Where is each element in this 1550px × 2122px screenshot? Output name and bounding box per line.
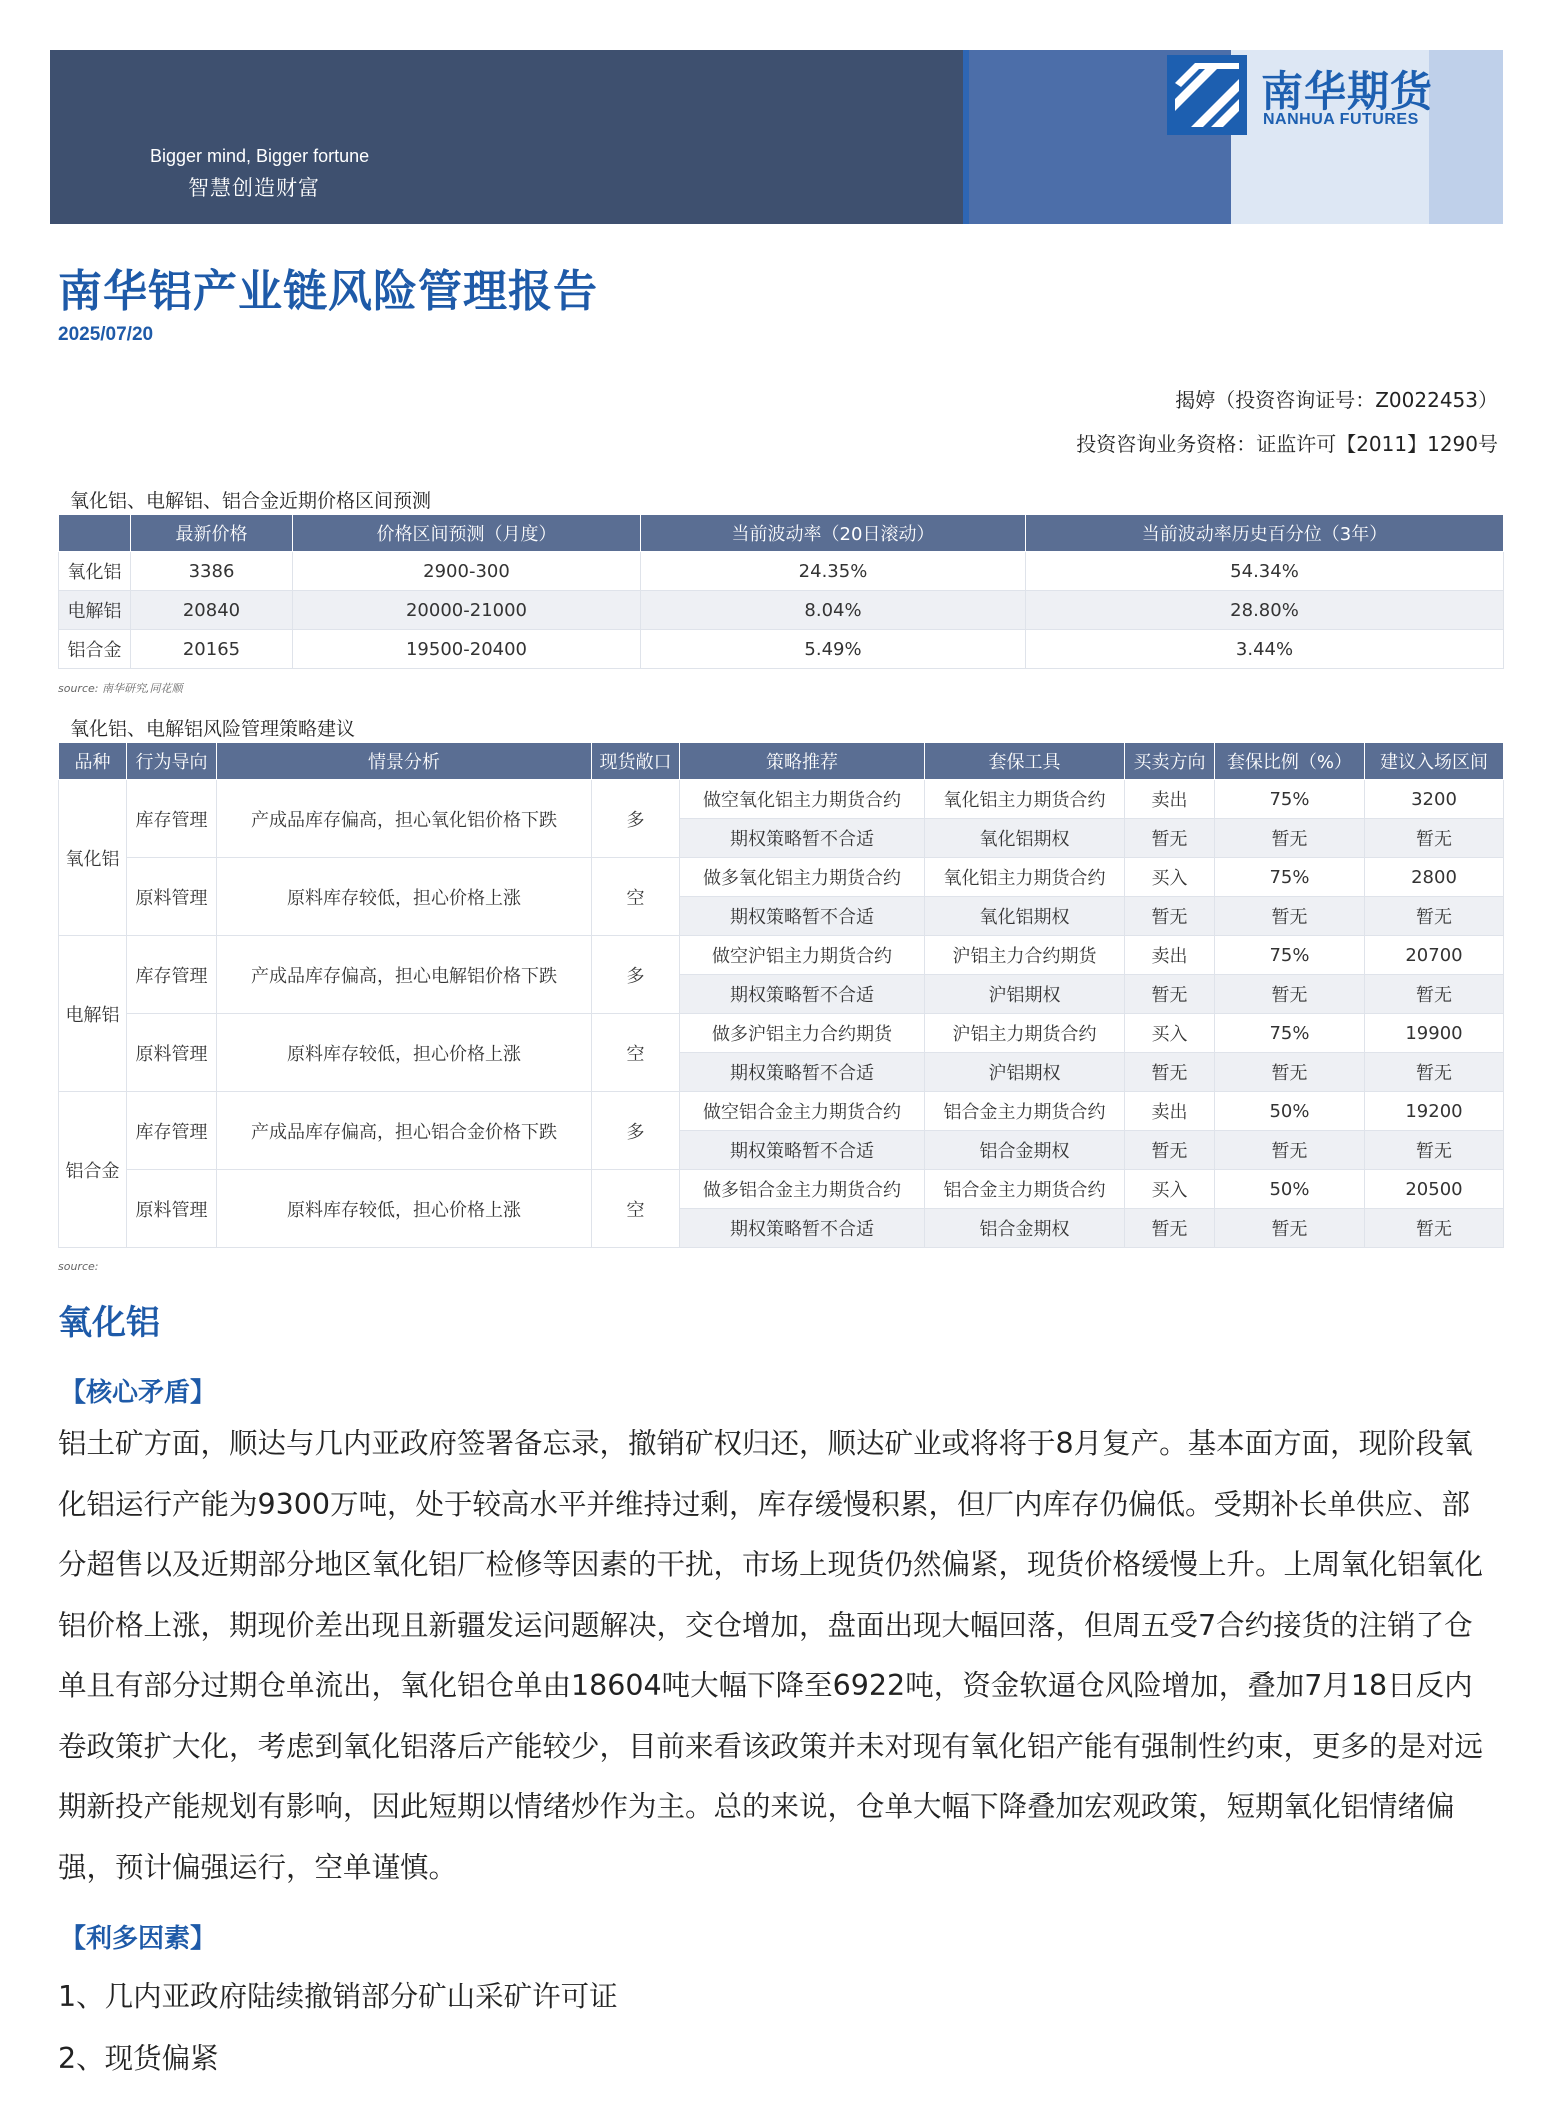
logo-text-chinese: 南华期货 xyxy=(1261,67,1434,116)
table-cell: 暂无 xyxy=(1125,975,1215,1014)
column-header: 品种 xyxy=(59,743,127,780)
table-cell: 暂无 xyxy=(1215,1131,1365,1170)
table-cell: 期权策略暂不合适 xyxy=(680,897,925,936)
scenario-cell: 产成品库存偏高，担心铝合金价格下跌 xyxy=(217,1092,592,1170)
column-header: 情景分析 xyxy=(217,743,592,780)
table-cell: 暂无 xyxy=(1365,819,1504,858)
table-cell: 20840 xyxy=(131,591,293,630)
table-cell: 买入 xyxy=(1125,858,1215,897)
table-cell: 氧化铝 xyxy=(59,552,131,591)
table-cell: 期权策略暂不合适 xyxy=(680,975,925,1014)
table-cell: 3.44% xyxy=(1026,630,1504,669)
table-cell: 24.35% xyxy=(641,552,1026,591)
table-cell: 暂无 xyxy=(1125,819,1215,858)
nanhua-logo-icon xyxy=(1167,55,1247,135)
behavior-cell: 原料管理 xyxy=(127,858,217,936)
table-cell: 54.34% xyxy=(1026,552,1504,591)
slogan-english: Bigger mind, Bigger fortune xyxy=(150,146,370,166)
table-cell: 买入 xyxy=(1125,1014,1215,1053)
table-header-row xyxy=(59,743,1504,780)
product-cell: 氧化铝 xyxy=(59,780,127,936)
column-header: 买卖方向 xyxy=(1125,743,1215,780)
exposure-cell: 多 xyxy=(592,1092,680,1170)
table-cell: 3200 xyxy=(1365,780,1504,819)
behavior-cell: 库存管理 xyxy=(127,936,217,1014)
table-cell: 暂无 xyxy=(1365,1053,1504,1092)
table-row xyxy=(59,591,1504,630)
core-conflict-heading: 【核心矛盾】 xyxy=(60,1378,217,1408)
table-cell: 暂无 xyxy=(1125,1053,1215,1092)
table-cell: 20500 xyxy=(1365,1170,1504,1209)
table-cell: 买入 xyxy=(1125,1170,1215,1209)
column-header: 当前波动率历史百分位（3年） xyxy=(1026,515,1504,552)
behavior-cell: 原料管理 xyxy=(127,1170,217,1248)
table-row xyxy=(59,1092,1504,1131)
table-cell: 暂无 xyxy=(1125,1131,1215,1170)
column-header: 当前波动率（20日滚动） xyxy=(641,515,1026,552)
table-cell: 氧化铝期权 xyxy=(925,897,1125,936)
column-header: 现货敞口 xyxy=(592,743,680,780)
price-forecast-table xyxy=(58,514,1504,669)
table-cell: 暂无 xyxy=(1215,819,1365,858)
table-cell: 50% xyxy=(1215,1170,1365,1209)
exposure-cell: 多 xyxy=(592,936,680,1014)
table-cell: 氧化铝主力期货合约 xyxy=(925,858,1125,897)
bullish-factors-heading: 【利多因素】 xyxy=(60,1924,217,1954)
table-cell: 铝合金期权 xyxy=(925,1131,1125,1170)
table-cell: 做空铝合金主力期货合约 xyxy=(680,1092,925,1131)
table-header-row xyxy=(59,515,1504,552)
table-cell: 75% xyxy=(1215,780,1365,819)
scenario-cell: 产成品库存偏高，担心电解铝价格下跌 xyxy=(217,936,592,1014)
table-cell: 期权策略暂不合适 xyxy=(680,1053,925,1092)
price-table-caption: 氧化铝、电解铝、铝合金近期价格区间预测 xyxy=(70,490,432,512)
table-cell: 卖出 xyxy=(1125,936,1215,975)
price-table-source: source: 南华研究,同花顺 xyxy=(58,682,183,695)
product-cell: 铝合金 xyxy=(59,1092,127,1248)
report-date: 2025/07/20 xyxy=(58,324,154,345)
table-cell: 20165 xyxy=(131,630,293,669)
table-cell: 做多铝合金主力期货合约 xyxy=(680,1170,925,1209)
table-cell: 卖出 xyxy=(1125,780,1215,819)
table-cell: 暂无 xyxy=(1365,897,1504,936)
table-cell: 暂无 xyxy=(1365,1131,1504,1170)
table-cell: 75% xyxy=(1215,858,1365,897)
table-cell: 20700 xyxy=(1365,936,1504,975)
table-cell: 暂无 xyxy=(1215,897,1365,936)
table-cell: 铝合金主力期货合约 xyxy=(925,1092,1125,1131)
column-header xyxy=(59,515,131,552)
column-header: 策略推荐 xyxy=(680,743,925,780)
table-row xyxy=(59,1014,1504,1053)
behavior-cell: 原料管理 xyxy=(127,1014,217,1092)
table-cell: 3386 xyxy=(131,552,293,591)
table-cell: 铝合金主力期货合约 xyxy=(925,1170,1125,1209)
table-cell: 做多氧化铝主力期货合约 xyxy=(680,858,925,897)
column-header: 价格区间预测（月度） xyxy=(293,515,641,552)
table-cell: 暂无 xyxy=(1125,897,1215,936)
column-header: 最新价格 xyxy=(131,515,293,552)
product-cell: 电解铝 xyxy=(59,936,127,1092)
bullish-factor-item: 2、现货偏紧 xyxy=(58,2042,219,2075)
table-cell: 铝合金期权 xyxy=(925,1209,1125,1248)
table-cell: 50% xyxy=(1215,1092,1365,1131)
column-header: 建议入场区间 xyxy=(1365,743,1504,780)
core-conflict-text: 铝土矿方面，顺达与几内亚政府签署备忘录，撤销矿权归还，顺达矿业或将将于8月复产。基本面方面，现阶段氧化铝运行产能为9300万吨，处于较高水平并维持过剩，库存缓慢积累，但厂内库存仍偏低。受期补长单供应、部分超售以及近期部分地区氧化铝厂检修等因素的干扰，市场上现货仍然偏紧，现货价格缓慢上升。上周氧化铝氧化铝价格上涨，期现价差出现且新疆发运问题解决，交仓增加，盘面出现大幅回落，但周五受7合约接货的注销了仓单且有部分过期仓单流出，氧化铝仓单由18604吨大幅下降至6922吨，资金软逼仓风险增加，叠加7月18日反内卷政策扩大化，考虑到氧化铝落后产能较少，目前来看该政策并未对现有氧化铝产能有强制性约束，更多的是对远期新投产能规划有影响，因此短期以情绪炒作为主。总的来说，仓单大幅下降叠加宏观政策，短期氧化铝情绪偏强，预计偏强运行，空单谨慎。 xyxy=(58,1427,1484,1884)
scenario-cell: 原料库存较低，担心价格上涨 xyxy=(217,858,592,936)
table-row xyxy=(59,858,1504,897)
table-row xyxy=(59,1170,1504,1209)
table-cell: 沪铝主力期货合约 xyxy=(925,1014,1125,1053)
table-cell: 5.49% xyxy=(641,630,1026,669)
table-cell: 2900-300 xyxy=(293,552,641,591)
table-cell: 28.80% xyxy=(1026,591,1504,630)
behavior-cell: 库存管理 xyxy=(127,1092,217,1170)
table-cell: 氧化铝期权 xyxy=(925,819,1125,858)
exposure-cell: 空 xyxy=(592,858,680,936)
bullish-factor-item: 1、几内亚政府陆续撤销部分矿山采矿许可证 xyxy=(58,1980,618,2013)
strategy-table-source: source: xyxy=(58,1260,99,1273)
report-license: 投资咨询业务资格：证监许可【2011】1290号 xyxy=(1076,432,1498,456)
table-cell: 氧化铝主力期货合约 xyxy=(925,780,1125,819)
strategy-table xyxy=(58,742,1504,1248)
table-cell: 卖出 xyxy=(1125,1092,1215,1131)
table-cell: 做多沪铝主力合约期货 xyxy=(680,1014,925,1053)
scenario-cell: 原料库存较低，担心价格上涨 xyxy=(217,1170,592,1248)
table-cell: 电解铝 xyxy=(59,591,131,630)
table-cell: 8.04% xyxy=(641,591,1026,630)
table-cell: 暂无 xyxy=(1215,1053,1365,1092)
table-cell: 19200 xyxy=(1365,1092,1504,1131)
table-cell: 沪铝主力合约期货 xyxy=(925,936,1125,975)
scenario-cell: 产成品库存偏高，担心氧化铝价格下跌 xyxy=(217,780,592,858)
table-cell: 期权策略暂不合适 xyxy=(680,819,925,858)
table-cell: 沪铝期权 xyxy=(925,975,1125,1014)
table-cell: 暂无 xyxy=(1215,975,1365,1014)
table-cell: 20000-21000 xyxy=(293,591,641,630)
table-cell: 75% xyxy=(1215,1014,1365,1053)
table-cell: 19500-20400 xyxy=(293,630,641,669)
scenario-cell: 原料库存较低，担心价格上涨 xyxy=(217,1014,592,1092)
report-author: 揭婷（投资咨询证号：Z0022453） xyxy=(1175,388,1498,412)
table-cell: 期权策略暂不合适 xyxy=(680,1131,925,1170)
table-cell: 沪铝期权 xyxy=(925,1053,1125,1092)
exposure-cell: 多 xyxy=(592,780,680,858)
report-title: 南华铝产业链风险管理报告 xyxy=(58,266,598,317)
table-cell: 做空氧化铝主力期货合约 xyxy=(680,780,925,819)
logo-text-english: NANHUA FUTURES xyxy=(1263,111,1419,128)
behavior-cell: 库存管理 xyxy=(127,780,217,858)
table-cell: 做空沪铝主力期货合约 xyxy=(680,936,925,975)
table-cell: 暂无 xyxy=(1365,1209,1504,1248)
table-row xyxy=(59,936,1504,975)
table-cell: 2800 xyxy=(1365,858,1504,897)
table-row xyxy=(59,552,1504,591)
table-cell: 暂无 xyxy=(1215,1209,1365,1248)
strategy-table-caption: 氧化铝、电解铝风险管理策略建议 xyxy=(70,718,356,740)
table-row xyxy=(59,780,1504,819)
exposure-cell: 空 xyxy=(592,1014,680,1092)
table-cell: 19900 xyxy=(1365,1014,1504,1053)
table-cell: 铝合金 xyxy=(59,630,131,669)
section-title: 氧化铝 xyxy=(58,1303,160,1343)
table-cell: 暂无 xyxy=(1365,975,1504,1014)
table-cell: 75% xyxy=(1215,936,1365,975)
company-logo xyxy=(1167,55,1467,135)
exposure-cell: 空 xyxy=(592,1170,680,1248)
slogan-chinese: 智慧创造财富 xyxy=(188,176,320,200)
column-header: 套保工具 xyxy=(925,743,1125,780)
table-row xyxy=(59,630,1504,669)
table-cell: 期权策略暂不合适 xyxy=(680,1209,925,1248)
table-cell: 暂无 xyxy=(1125,1209,1215,1248)
column-header: 套保比例（%） xyxy=(1215,743,1365,780)
column-header: 行为导向 xyxy=(127,743,217,780)
